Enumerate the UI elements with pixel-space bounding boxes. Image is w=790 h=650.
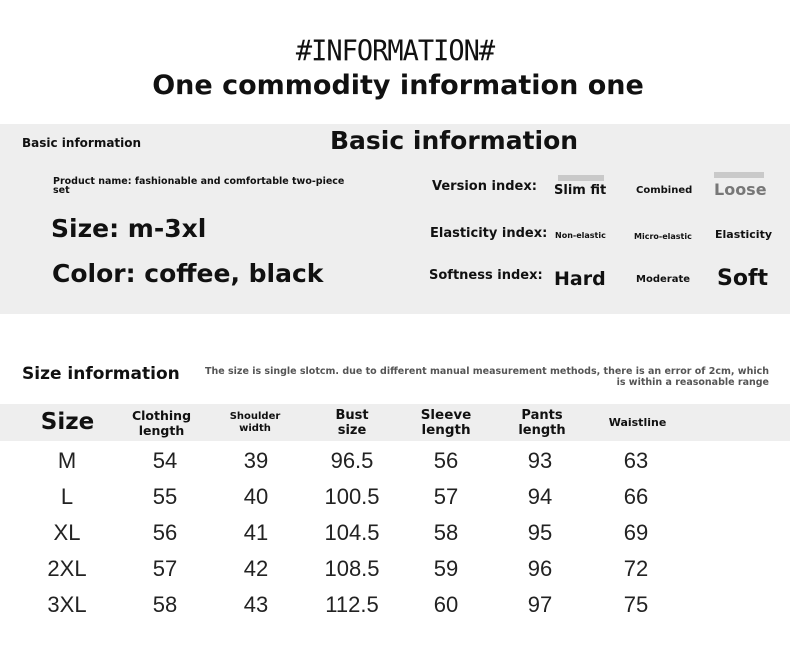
cell-pants-length: 96 — [527, 556, 553, 581]
cell-clothing-length: 54 — [152, 448, 178, 473]
cell-clothing-length: 56 — [152, 520, 178, 545]
elasticity-option-non-elastic: Non-elastic — [555, 231, 606, 240]
cell-shoulder-width: 41 — [243, 520, 269, 545]
basic-info-small-label: Basic information — [22, 136, 142, 150]
cell-shoulder-width: 42 — [243, 556, 269, 581]
cell-shoulder-width: 43 — [243, 592, 269, 617]
cell-waistline: 72 — [623, 556, 649, 581]
softness-index-label: Softness index: — [429, 268, 543, 283]
cell-bust-size: 112.5 — [325, 592, 379, 617]
cell-sleeve-length: 58 — [433, 520, 459, 545]
cell-sleeve-length: 56 — [433, 448, 459, 473]
size-info-title: Size information — [22, 364, 180, 384]
cell-size: L — [60, 484, 74, 509]
softness-option-hard: Hard — [554, 268, 606, 290]
cell-waistline: 69 — [623, 520, 649, 545]
cell-size: 3XL — [47, 592, 87, 617]
version-option-slim-fit — [554, 183, 606, 198]
cell-shoulder-width: 39 — [243, 448, 269, 473]
col-header-waistline: Waistline — [608, 416, 667, 429]
elasticity-index-label: Elasticity index: — [430, 226, 548, 241]
version-option-bar — [714, 172, 764, 178]
cell-clothing-length: 57 — [152, 556, 178, 581]
elasticity-option-micro-elastic: Micro-elastic — [634, 232, 692, 241]
version-option-combined: Combined — [636, 185, 693, 196]
col-header-pants-length: Pants length — [518, 407, 566, 438]
version-option-label: Loose — [714, 180, 767, 199]
cell-pants-length: 95 — [527, 520, 553, 545]
softness-option-soft: Soft — [717, 266, 769, 291]
version-option-label: Slim fit — [554, 183, 607, 198]
cell-waistline: 63 — [623, 448, 649, 473]
col-header-size: Size — [40, 409, 95, 435]
cell-size: M — [57, 448, 77, 473]
cell-sleeve-length: 59 — [433, 556, 459, 581]
cell-size: XL — [53, 520, 81, 545]
header-tag: #INFORMATION# — [295, 35, 495, 68]
basic-info-heading: Basic information — [330, 126, 579, 155]
cell-clothing-length: 55 — [152, 484, 178, 509]
cell-shoulder-width: 40 — [243, 484, 269, 509]
version-option-bar — [558, 175, 604, 181]
col-header-shoulder-width: Shoulder width — [229, 410, 281, 434]
version-index-label: Version index: — [432, 179, 537, 194]
elasticity-option-elasticity: Elasticity — [715, 228, 773, 241]
cell-bust-size: 100.5 — [324, 484, 380, 509]
size-range: Size: m-3xl — [51, 214, 207, 243]
softness-option-moderate: Moderate — [636, 274, 691, 285]
color-options: Color: coffee, black — [52, 259, 324, 288]
cell-waistline: 66 — [623, 484, 649, 509]
cell-bust-size: 96.5 — [330, 448, 374, 473]
cell-pants-length: 93 — [527, 448, 553, 473]
cell-bust-size: 108.5 — [324, 556, 380, 581]
col-header-clothing-length: Clothing length — [131, 407, 192, 438]
cell-pants-length: 97 — [527, 592, 553, 617]
cell-sleeve-length: 60 — [433, 592, 459, 617]
cell-pants-length: 94 — [527, 484, 553, 509]
cell-clothing-length: 58 — [152, 592, 178, 617]
cell-size: 2XL — [47, 556, 87, 581]
size-table-header — [0, 404, 790, 441]
col-header-sleeve-length: Sleeve length — [420, 406, 472, 438]
product-name: Product name: fashionable and comfortable two-piece set — [53, 176, 345, 196]
col-header-bust-size: Bust size — [335, 407, 369, 438]
header-title: One commodity information one — [152, 70, 644, 101]
size-info-note: The size is single slotcm. due to different manual measurement methods, there is an error of 2cm, which is within a reasonable range — [205, 366, 769, 388]
cell-bust-size: 104.5 — [324, 520, 380, 545]
cell-sleeve-length: 57 — [433, 484, 459, 509]
cell-waistline: 75 — [623, 592, 649, 617]
version-option-loose — [714, 180, 767, 199]
